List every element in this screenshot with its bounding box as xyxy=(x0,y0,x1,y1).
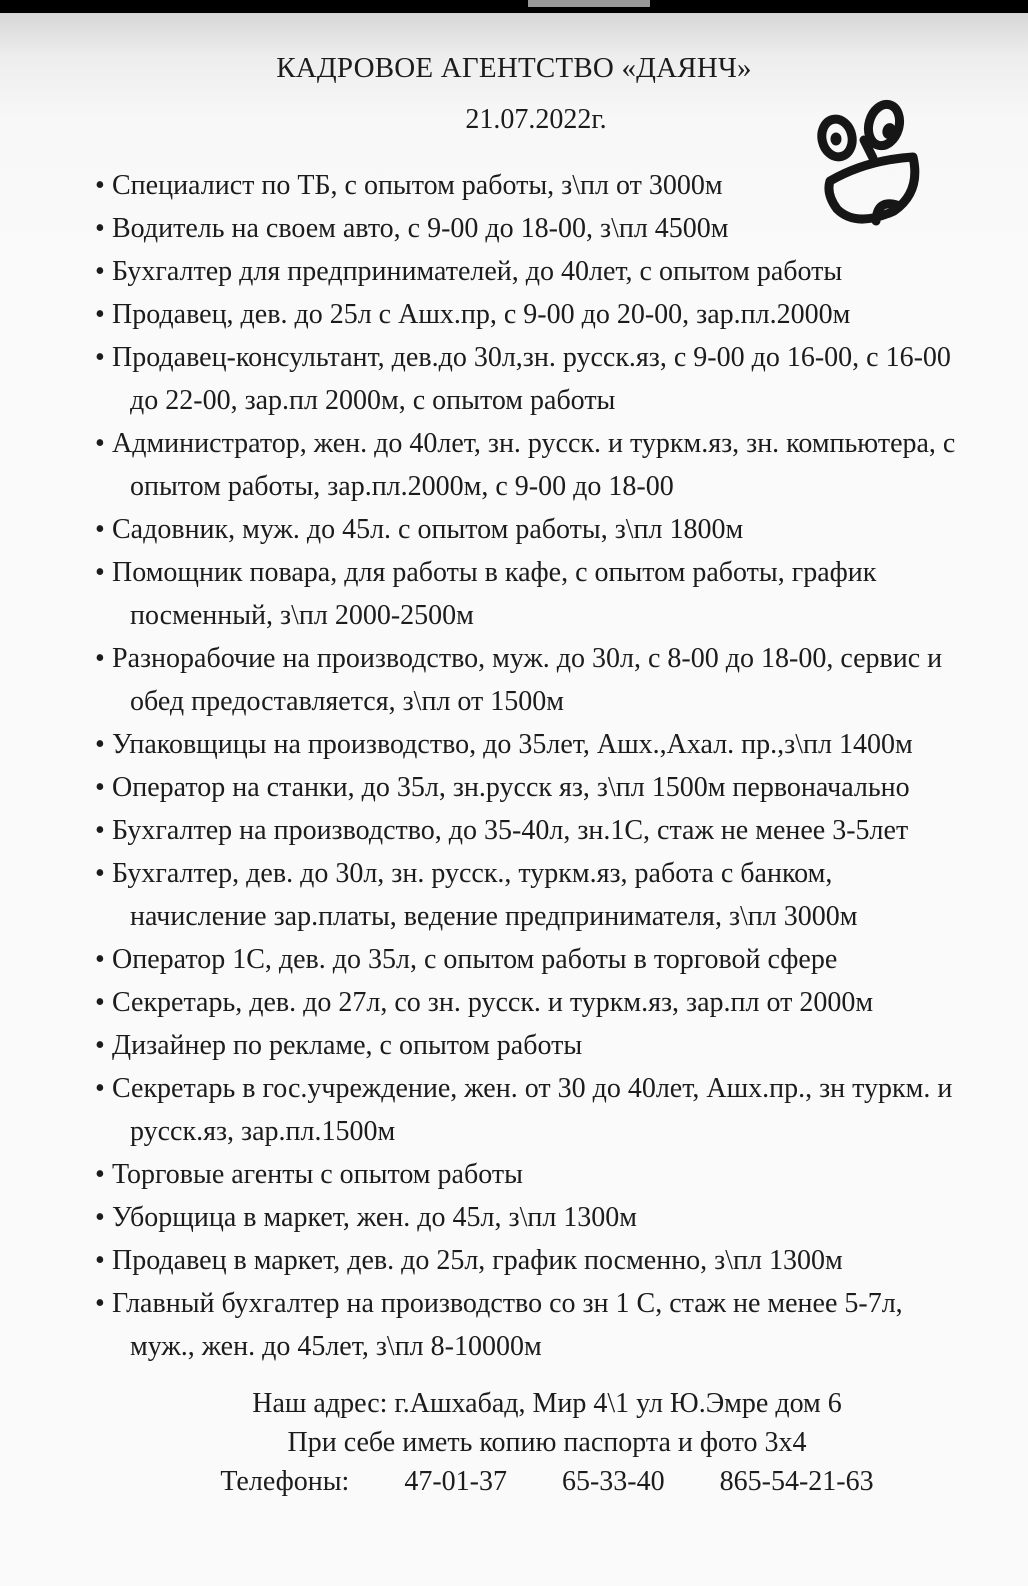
job-item: • Упаковщицы на производство, до 35лет, Ашх.,Ахал. пр.,з\пл 1400м xyxy=(130,723,962,766)
phones-label: Телефоны: xyxy=(220,1466,350,1497)
job-item: • Бухгалтер на производство, до 35-40л, зн.1С, стаж не менее 3-5лет xyxy=(130,809,962,852)
job-item: • Уборщица в маркет, жен. до 45л, з\пл 1300м xyxy=(130,1196,962,1239)
document-date: 21.07.2022г. xyxy=(465,104,607,135)
job-item: • Секретарь в гос.учреждение, жен. от 30 до 40лет, Ашх.пр., зн туркм. и русск.яз, зар.пл.1500м xyxy=(130,1067,962,1153)
job-item: • Разнорабочие на производство, муж. до 30л, с 8-00 до 18-00, сервис и обед предоставляется, з\пл от 1500м xyxy=(130,637,962,723)
phone-number: 865-54-21-63 xyxy=(719,1466,874,1497)
job-item: • Оператор на станки, до 35л, зн.русск яз, з\пл 1500м первоначально xyxy=(130,766,962,809)
job-item: • Секретарь, дев. до 27л, со зн. русск. и туркм.яз, зар.пл от 2000м xyxy=(130,981,962,1024)
note-line: При себе иметь копию паспорта и фото 3х4 xyxy=(287,1427,807,1458)
phone-number: 47-01-37 xyxy=(404,1466,507,1497)
camera-notch xyxy=(528,0,650,7)
job-item: • Садовник, муж. до 45л. с опытом работы, з\пл 1800м xyxy=(130,508,962,551)
job-item: • Бухгалтер, дев. до 30л, зн. русск., туркм.яз, работа с банком, начисление зар.платы, ведение предпринимателя, з\пл 3000м xyxy=(130,852,962,938)
job-item: • Специалист по ТБ, с опытом работы, з\пл от 3000м xyxy=(130,164,962,207)
address-line: Наш адрес: г.Ашхабад, Мир 4\1 ул Ю.Эмре дом 6 xyxy=(252,1388,842,1419)
job-item: • Продавец в маркет, дев. до 25л, график посменно, з\пл 1300м xyxy=(130,1239,962,1282)
job-item: • Торговые агенты с опытом работы xyxy=(130,1153,962,1196)
page-title: КАДРОВОЕ АГЕНТСТВО «ДАЯНЧ» xyxy=(276,52,752,84)
job-item: • Водитель на своем авто, с 9-00 до 18-00, з\пл 4500м xyxy=(130,207,962,250)
job-item: • Продавец, дев. до 25л с Ашх.пр, с 9-00 до 20-00, зар.пл.2000м xyxy=(130,293,962,336)
job-item: • Оператор 1С, дев. до 35л, с опытом работы в торговой сфере xyxy=(130,938,962,981)
crazy-smiley-face-icon xyxy=(780,80,1020,260)
job-item: • Помощник повара, для работы в кафе, с опытом работы, график посменный, з\пл 2000-2500м xyxy=(130,551,962,637)
job-item: • Дизайнер по рекламе, с опытом работы xyxy=(130,1024,962,1067)
phones-line xyxy=(33,1462,1028,1501)
job-item: • Продавец-консультант, дев.до 30л,зн. русск.яз, с 9-00 до 16-00, с 16-00 до 22-00, зар.пл 2000м, с опытом работы xyxy=(130,336,962,422)
top-black-bar xyxy=(0,0,1028,13)
jobs-list xyxy=(0,164,1028,1368)
phone-number: 65-33-40 xyxy=(561,1466,665,1497)
footer xyxy=(33,1384,1028,1501)
job-item: • Бухгалтер для предпринимателей, до 40лет, с опытом работы xyxy=(130,250,962,293)
job-item: • Администратор, жен. до 40лет, зн. русск. и туркм.яз, зн. компьютера, с опытом работы, зар.пл.2000м, с 9-00 до 18-00 xyxy=(130,422,962,508)
job-item: • Главный бухгалтер на производство со зн 1 С, стаж не менее 5-7л, муж., жен. до 45лет, з\пл 8-10000м xyxy=(130,1282,962,1368)
